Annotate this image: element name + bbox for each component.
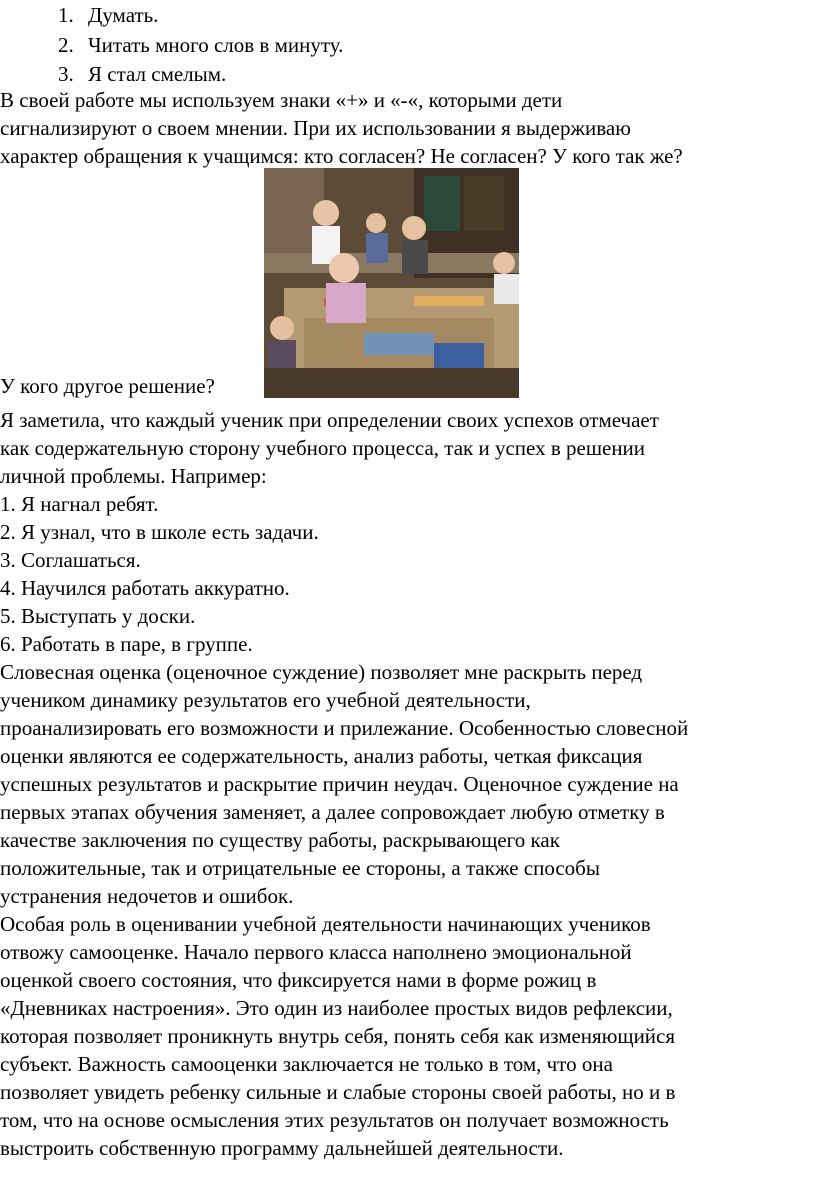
paragraph-line: Особая роль в оценивании учебной деятельности начинающих учеников: [0, 912, 651, 936]
paragraph-line: Я заметила, что каждый ученик при определении своих успехов отмечает: [0, 408, 659, 432]
list-item: Думать.: [88, 3, 159, 27]
paragraph-line: первых этапах обучения заменяет, а далее сопровождает любую отметку в: [0, 800, 665, 824]
list-number: 3.: [58, 62, 74, 86]
list-item: Я стал смелым.: [88, 62, 227, 86]
list-item: 2. Я узнал, что в школе есть задачи.: [0, 520, 319, 544]
list-item: Читать много слов в минуту.: [88, 33, 344, 57]
paragraph-line: успешных результатов и раскрытие причин неудач. Оценочное суждение на: [0, 772, 679, 796]
paragraph-line: том, что на основе осмысления этих результатов он получает возможность: [0, 1108, 669, 1132]
paragraph-line: качестве заключения по существу работы, раскрывающего как: [0, 828, 560, 852]
list-item: 5. Выступать у доски.: [0, 604, 196, 628]
list-item: 4. Научился работать аккуратно.: [0, 576, 290, 600]
paragraph-line: В своей работе мы используем знаки «+» и «-«, которыми дети: [0, 88, 563, 112]
paragraph-line: как содержательную сторону учебного процесса, так и успех в решении: [0, 436, 646, 460]
paragraph-line: проанализировать его возможности и прилежание. Особенностью словесной: [0, 716, 689, 740]
paragraph-line: сигнализируют о своем мнении. При их использовании я выдерживаю: [0, 116, 631, 140]
list-item: 3. Соглашаться.: [0, 548, 141, 572]
list-item: 6. Работать в паре, в группе.: [0, 632, 253, 656]
paragraph-line: отвожу самооценке. Начало первого класса наполнено эмоциональной: [0, 940, 632, 964]
classroom-photo: [264, 168, 519, 398]
paragraph-line: личной проблемы. Например:: [0, 464, 267, 488]
paragraph-line: оценки являются ее содержательность, анализ работы, четкая фиксация: [0, 744, 643, 768]
list-number: 1.: [58, 3, 74, 27]
paragraph-line: позволяет увидеть ребенку сильные и слабые стороны своей работы, но и в: [0, 1080, 676, 1104]
paragraph-line: субъект. Важность самооценки заключается не только в том, что она: [0, 1052, 613, 1076]
paragraph-line: учеником динамику результатов его учебной деятельности,: [0, 688, 531, 712]
paragraph-line: У кого другое решение?: [0, 374, 215, 398]
paragraph-line: характер обращения к учащимся: кто согласен? Не согласен? У кого так же?: [0, 144, 683, 168]
paragraph-line: которая позволяет проникнуть внутрь себя, понять себя как изменяющийся: [0, 1024, 676, 1048]
list-number: 2.: [58, 33, 74, 57]
paragraph-line: оценкой своего состояния, что фиксируется нами в форме рожиц в: [0, 968, 597, 992]
paragraph-line: положительные, так и отрицательные ее стороны, а также способы: [0, 856, 600, 880]
paragraph-line: «Дневниках настроения». Это один из наиболее простых видов рефлексии,: [0, 996, 673, 1020]
paragraph-line: Словесная оценка (оценочное суждение) позволяет мне раскрыть перед: [0, 660, 643, 684]
paragraph-line: устранения недочетов и ошибок.: [0, 884, 294, 908]
paragraph-line: выстроить собственную программу дальнейшей деятельности.: [0, 1136, 564, 1160]
list-item: 1. Я нагнал ребят.: [0, 492, 159, 516]
